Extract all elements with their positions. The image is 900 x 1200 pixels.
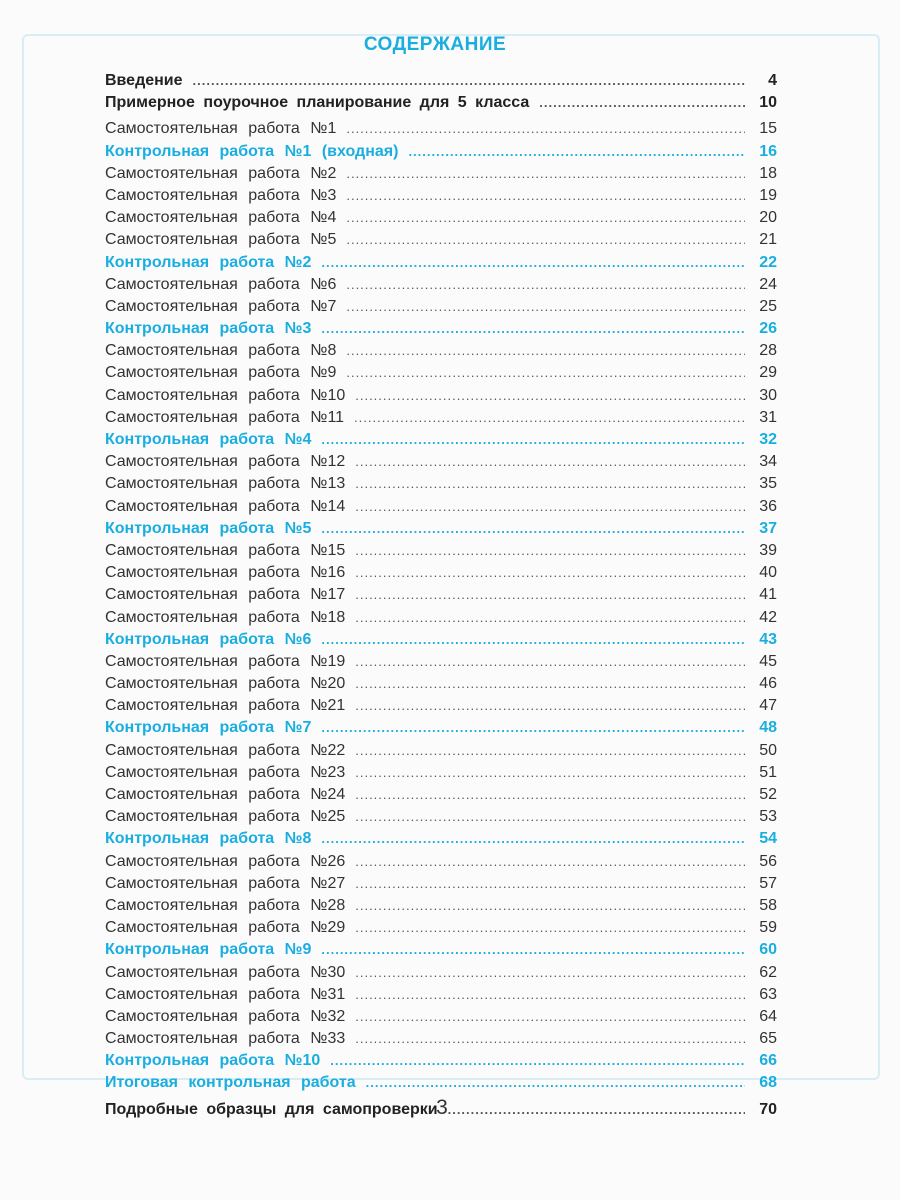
page-title: СОДЕРЖАНИЕ bbox=[363, 34, 507, 55]
toc-dot-leader bbox=[355, 809, 745, 824]
toc-dot-leader bbox=[355, 765, 745, 780]
toc-entry-page: 43 bbox=[759, 630, 777, 648]
toc-entry-label: Самостоятельная работа №11 bbox=[105, 408, 345, 426]
toc-entry[interactable] bbox=[105, 364, 777, 386]
toc-entry-page: 45 bbox=[759, 652, 777, 670]
toc-entry-page: 18 bbox=[759, 164, 777, 182]
toc-entry[interactable] bbox=[105, 254, 777, 276]
toc-entry-label: Самостоятельная работа №25 bbox=[105, 808, 346, 826]
toc-dot-leader bbox=[346, 277, 745, 292]
toc-entry[interactable] bbox=[105, 719, 777, 741]
toc-dot-leader bbox=[408, 144, 745, 159]
toc-entry-label: Самостоятельная работа №32 bbox=[105, 1007, 346, 1025]
toc-entry-label: Самостоятельная работа №23 bbox=[105, 763, 346, 781]
toc-entry[interactable] bbox=[105, 875, 777, 897]
toc-dot-leader bbox=[346, 210, 745, 225]
toc-entry[interactable] bbox=[105, 298, 777, 320]
toc-entry-page: 16 bbox=[759, 142, 777, 160]
toc-dot-leader bbox=[355, 543, 745, 558]
toc-entry-label: Контрольная работа №2 bbox=[105, 253, 312, 271]
toc-entry-label: Самостоятельная работа №24 bbox=[105, 786, 346, 803]
toc-dot-leader bbox=[321, 632, 745, 647]
toc-entry-page: 10 bbox=[759, 94, 777, 112]
toc-entry[interactable] bbox=[105, 609, 777, 631]
toc-dot-leader bbox=[355, 987, 745, 1002]
toc-entry[interactable] bbox=[105, 1074, 777, 1096]
toc-entry[interactable] bbox=[105, 919, 777, 941]
toc-entry[interactable] bbox=[105, 1030, 777, 1052]
toc-entry-page: 62 bbox=[759, 963, 777, 981]
toc-entry[interactable] bbox=[105, 498, 777, 520]
toc-entry-label: Самостоятельная работа №31 bbox=[105, 985, 346, 1003]
toc-dot-leader bbox=[355, 499, 745, 514]
toc-entry-page: 60 bbox=[759, 941, 777, 959]
toc-entry-label: Самостоятельная работа №22 bbox=[105, 741, 346, 759]
toc-entry[interactable] bbox=[105, 631, 777, 653]
toc-entry-label: Самостоятельная работа №3 bbox=[105, 186, 337, 204]
toc-entry-label: Самостоятельная работа №20 bbox=[105, 675, 346, 693]
toc-entry-page: 25 bbox=[759, 297, 777, 315]
toc-entry-page: 35 bbox=[759, 475, 777, 493]
toc-entry-page: 20 bbox=[759, 209, 777, 227]
toc-entry-label: Самостоятельная работа №30 bbox=[105, 963, 346, 981]
toc-dot-leader bbox=[321, 255, 745, 270]
toc-entry-page: 47 bbox=[759, 697, 777, 715]
toc-dot-leader bbox=[346, 121, 745, 136]
toc-entry[interactable] bbox=[105, 165, 777, 187]
toc-entry-page: 63 bbox=[759, 985, 777, 1003]
toc-entry-label: Самостоятельная работа №16 bbox=[105, 564, 346, 582]
toc-entry[interactable] bbox=[105, 342, 777, 364]
toc-entry[interactable] bbox=[105, 675, 777, 697]
toc-dot-leader bbox=[355, 1009, 745, 1024]
toc-entry-page: 40 bbox=[759, 564, 777, 582]
toc-dot-leader bbox=[355, 965, 745, 980]
toc-entry[interactable] bbox=[105, 143, 777, 165]
toc-entry[interactable] bbox=[105, 387, 777, 409]
toc-entry-page: 28 bbox=[759, 342, 777, 360]
toc-entry-label: Самостоятельная работа №14 bbox=[105, 497, 346, 515]
toc-entry[interactable] bbox=[105, 475, 777, 497]
toc-entry-page: 51 bbox=[759, 763, 777, 781]
toc-entry-label: Самостоятельная работа №28 bbox=[105, 896, 346, 914]
toc-entry[interactable] bbox=[105, 786, 777, 808]
toc-entry[interactable] bbox=[105, 409, 777, 431]
toc-entry-page: 21 bbox=[759, 231, 777, 249]
toc-entry-label: Самостоятельная работа №26 bbox=[105, 852, 346, 870]
toc-entry-label: Самостоятельная работа №5 bbox=[105, 231, 337, 249]
toc-entry-page: 36 bbox=[759, 497, 777, 515]
toc-dot-leader bbox=[330, 1053, 745, 1068]
toc-entry[interactable] bbox=[105, 431, 777, 453]
toc-entry[interactable] bbox=[105, 653, 777, 675]
toc-dot-leader bbox=[539, 95, 745, 110]
toc-entry-page: 68 bbox=[759, 1074, 777, 1092]
toc-entry-label: Самостоятельная работа №19 bbox=[105, 652, 346, 670]
toc-dot-leader bbox=[355, 743, 745, 758]
toc-dot-leader bbox=[355, 854, 745, 869]
toc-entry-page: 52 bbox=[759, 786, 777, 803]
toc-entry[interactable] bbox=[105, 320, 777, 342]
toc-entry-label: Самостоятельная работа №21 bbox=[105, 697, 346, 715]
toc-entry-page: 34 bbox=[759, 453, 777, 471]
toc-entry-label: Контрольная работа №1 (входная) bbox=[105, 142, 399, 160]
toc-entry-page: 46 bbox=[759, 675, 777, 693]
toc-dot-leader bbox=[346, 365, 745, 380]
toc-entry-label: Самостоятельная работа №1 bbox=[105, 120, 337, 138]
toc-entry-page: 31 bbox=[759, 408, 777, 426]
toc-entry[interactable] bbox=[105, 120, 777, 142]
toc-dot-leader bbox=[355, 388, 745, 403]
toc-entry-page: 15 bbox=[759, 120, 777, 138]
toc-entry-label: Самостоятельная работа №18 bbox=[105, 608, 346, 626]
toc-entry[interactable] bbox=[105, 187, 777, 209]
toc-entry-label: Контрольная работа №8 bbox=[105, 830, 312, 848]
toc-entry-page: 58 bbox=[759, 896, 777, 914]
toc-entry-label: Итоговая контрольная работа bbox=[105, 1074, 356, 1092]
toc-entry[interactable] bbox=[105, 276, 777, 298]
toc-entry[interactable] bbox=[105, 72, 777, 94]
toc-entry[interactable] bbox=[105, 564, 777, 586]
toc-entry-page: 42 bbox=[759, 608, 777, 626]
toc-entry-page: 30 bbox=[759, 386, 777, 404]
toc-dot-leader bbox=[355, 787, 745, 802]
toc-entry-page: 57 bbox=[759, 874, 777, 892]
toc-entry-page: 70 bbox=[759, 1100, 777, 1118]
toc-dot-leader bbox=[366, 1075, 745, 1090]
toc-entry-label: Самостоятельная работа №17 bbox=[105, 586, 346, 604]
page-number: 3 bbox=[436, 1096, 448, 1119]
toc-dot-leader bbox=[355, 476, 745, 491]
toc-entry[interactable] bbox=[105, 1008, 777, 1030]
toc-entry-page: 41 bbox=[759, 586, 777, 604]
toc-dot-leader bbox=[321, 831, 745, 846]
toc-entry[interactable] bbox=[105, 586, 777, 608]
toc-entry-page: 26 bbox=[759, 320, 777, 338]
toc-entry-label: Примерное поурочное планирование для 5 класса bbox=[105, 94, 530, 112]
toc-entry-page: 50 bbox=[759, 741, 777, 759]
toc-entry-page: 64 bbox=[759, 1007, 777, 1025]
toc-entry[interactable] bbox=[105, 808, 777, 830]
toc-dot-leader bbox=[355, 898, 745, 913]
toc-dot-leader bbox=[321, 942, 745, 957]
toc-entry-page: 32 bbox=[759, 431, 777, 448]
toc-entry-label: Самостоятельная работа №2 bbox=[105, 164, 337, 182]
toc-entry[interactable] bbox=[105, 742, 777, 764]
toc-dot-leader bbox=[346, 299, 745, 314]
toc-entry[interactable] bbox=[105, 520, 777, 542]
toc-entry[interactable] bbox=[105, 94, 777, 116]
toc-entry-page: 53 bbox=[759, 808, 777, 826]
toc-entry-label: Введение bbox=[105, 72, 183, 89]
toc-dot-leader bbox=[355, 454, 745, 469]
toc-entry-label: Самостоятельная работа №12 bbox=[105, 453, 346, 471]
toc-dot-leader bbox=[321, 321, 745, 336]
toc-entry-label: Самостоятельная работа №13 bbox=[105, 475, 346, 493]
toc-entry-page: 4 bbox=[768, 72, 777, 89]
toc-entry-label: Контрольная работа №6 bbox=[105, 630, 312, 648]
toc-dot-leader bbox=[321, 432, 745, 447]
toc-entry[interactable] bbox=[105, 1052, 777, 1074]
toc-entry-page: 24 bbox=[759, 275, 777, 293]
toc-entry-label: Контрольная работа №4 bbox=[105, 431, 312, 448]
toc-dot-leader bbox=[193, 73, 745, 88]
toc-entry[interactable] bbox=[105, 941, 777, 963]
toc-entry[interactable] bbox=[105, 964, 777, 986]
toc-dot-leader bbox=[321, 720, 745, 735]
toc-dot-leader bbox=[355, 587, 745, 602]
toc-entry-page: 39 bbox=[759, 541, 777, 559]
toc-entry-label: Самостоятельная работа №15 bbox=[105, 541, 346, 559]
toc-dot-leader bbox=[355, 654, 745, 669]
toc-dot-leader bbox=[346, 188, 745, 203]
toc-dot-leader bbox=[355, 876, 745, 891]
toc-entry-label: Контрольная работа №3 bbox=[105, 320, 312, 338]
toc-entry[interactable] bbox=[105, 986, 777, 1008]
table-of-contents bbox=[105, 72, 777, 1123]
toc-entry-page: 56 bbox=[759, 852, 777, 870]
toc-entry-page: 19 bbox=[759, 186, 777, 204]
toc-dot-leader bbox=[355, 565, 745, 580]
toc-entry-label: Самостоятельная работа №27 bbox=[105, 874, 346, 892]
toc-entry-page: 59 bbox=[759, 919, 777, 937]
toc-entry-page: 65 bbox=[759, 1030, 777, 1048]
toc-dot-leader bbox=[355, 610, 745, 625]
toc-entry[interactable] bbox=[105, 697, 777, 719]
toc-entry-label: Самостоятельная работа №29 bbox=[105, 919, 346, 937]
toc-entry-label: Контрольная работа №9 bbox=[105, 941, 312, 959]
toc-dot-leader bbox=[321, 521, 745, 536]
toc-entry[interactable] bbox=[105, 209, 777, 231]
toc-entry-label: Самостоятельная работа №6 bbox=[105, 275, 337, 293]
toc-entry-label: Контрольная работа №10 bbox=[105, 1052, 321, 1070]
toc-dot-leader bbox=[355, 1031, 745, 1046]
toc-dot-leader bbox=[346, 166, 745, 181]
toc-entry-label: Самостоятельная работа №33 bbox=[105, 1030, 346, 1048]
toc-entry-page: 37 bbox=[759, 519, 777, 537]
toc-dot-leader bbox=[355, 920, 745, 935]
toc-entry-label: Подробные образцы для самопроверки bbox=[105, 1100, 438, 1118]
toc-entry-label: Самостоятельная работа №7 bbox=[105, 297, 337, 315]
toc-dot-leader bbox=[346, 232, 745, 247]
toc-entry-label: Самостоятельная работа №8 bbox=[105, 342, 337, 360]
toc-dot-leader bbox=[346, 343, 745, 358]
toc-entry-label: Самостоятельная работа №10 bbox=[105, 386, 346, 404]
toc-dot-leader bbox=[355, 698, 745, 713]
toc-entry[interactable] bbox=[105, 853, 777, 875]
toc-entry-page: 66 bbox=[759, 1052, 777, 1070]
toc-entry[interactable] bbox=[105, 453, 777, 475]
toc-entry-label: Самостоятельная работа №9 bbox=[105, 364, 337, 382]
toc-dot-leader bbox=[354, 410, 745, 425]
toc-entry-page: 29 bbox=[759, 364, 777, 382]
toc-entry[interactable] bbox=[105, 231, 777, 253]
toc-entry-page: 54 bbox=[759, 830, 777, 848]
toc-entry-page: 22 bbox=[759, 253, 777, 271]
toc-entry-label: Самостоятельная работа №4 bbox=[105, 209, 337, 227]
toc-entry-label: Контрольная работа №7 bbox=[105, 719, 312, 737]
toc-entry[interactable] bbox=[105, 830, 777, 852]
toc-dot-leader bbox=[355, 676, 745, 691]
toc-entry[interactable] bbox=[105, 897, 777, 919]
toc-entry-label: Контрольная работа №5 bbox=[105, 519, 312, 537]
toc-entry[interactable] bbox=[105, 764, 777, 786]
toc-entry-page: 48 bbox=[759, 719, 777, 737]
toc-entry[interactable] bbox=[105, 542, 777, 564]
